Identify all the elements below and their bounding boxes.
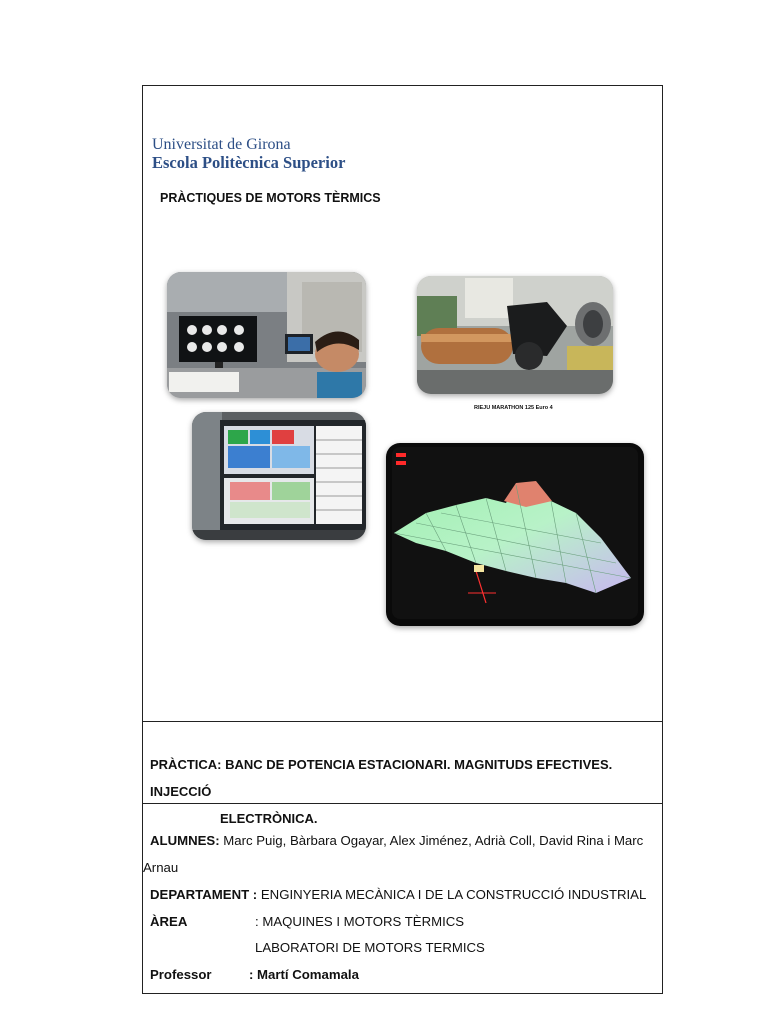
alumnes-label: ALUMNES: — [150, 833, 220, 848]
subject-title: PRÀCTIQUES DE MOTORS TÈRMICS — [160, 191, 381, 205]
professor-label: Professor — [150, 967, 212, 982]
practica-title-line1: BANC DE POTENCIA ESTACIONARI. MAGNITUDS EFECTIVES. INJECCIÓ — [150, 757, 613, 799]
logo-school-text: Escola Politècnica Superior — [152, 153, 346, 172]
alumnes-row-cont — [143, 860, 178, 875]
area-value-2: LABORATORI DE MOTORS TERMICS — [255, 940, 485, 955]
logo-university-text: Universitat de Girona — [152, 136, 291, 153]
photo-laptop-injection-table — [192, 412, 366, 540]
practica-label: PRÀCTICA: — [150, 757, 222, 772]
alumnes-value-cont: Arnau — [143, 860, 179, 875]
departament-label: DEPARTAMENT : — [150, 887, 258, 902]
photo-3d-injection-map — [386, 443, 644, 626]
alumnes-row — [150, 833, 643, 848]
departament-row — [150, 887, 646, 902]
area-row-2 — [255, 940, 485, 955]
departament-value: ENGINYERIA MECÀNICA I DE LA CONSTRUCCIÓ INDUSTRIAL — [260, 887, 647, 902]
practica-title — [150, 751, 655, 832]
area-value: : MAQUINES I MOTORS TÈRMICS — [255, 914, 465, 929]
practica-title-line2: ELECTRÒNICA. — [220, 811, 318, 826]
section-divider-1 — [142, 721, 663, 722]
area-label: ÀREA — [150, 914, 188, 929]
alumnes-value: Marc Puig, Bàrbara Ogayar, Alex Jiménez, Adrià Coll, David Rina i Marc — [223, 833, 644, 848]
photo-motorcycle-dyno — [417, 276, 613, 394]
motorcycle-caption: RIEJU MARATHON 125 Euro 4 — [474, 405, 553, 411]
professor-value: : Martí Comamala — [249, 967, 359, 982]
photo-student-computer — [167, 272, 366, 398]
professor-row — [150, 967, 359, 982]
area-row — [150, 914, 464, 929]
